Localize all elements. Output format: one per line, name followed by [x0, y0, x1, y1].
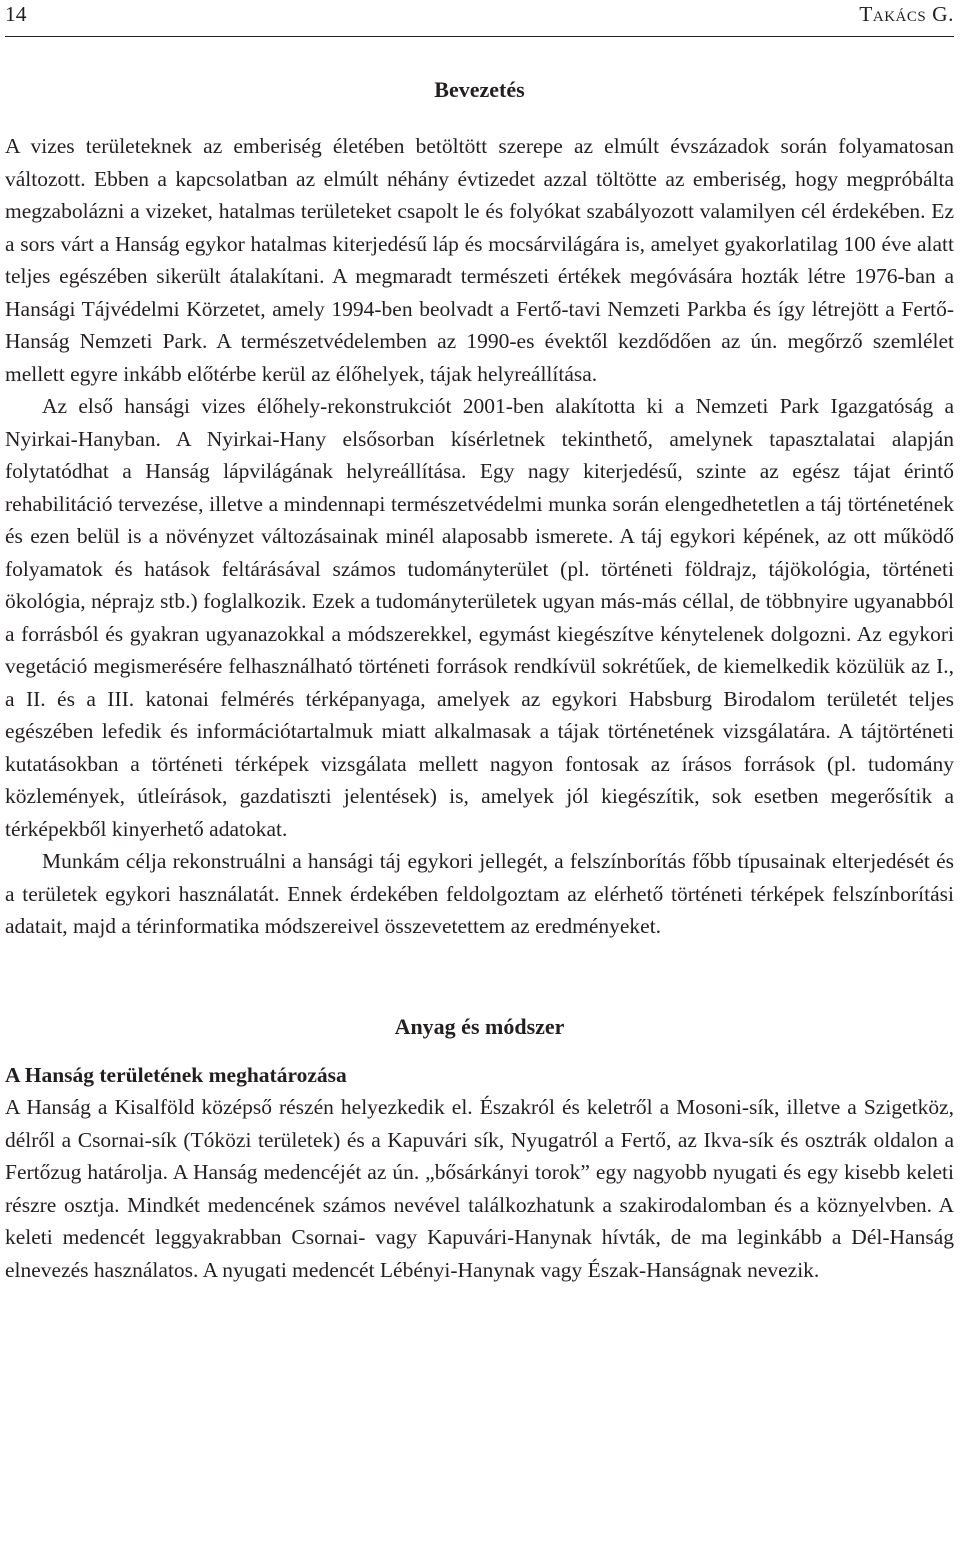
paragraph-intro-3: Munkám célja rekonstruálni a hansági táj egykori jellegét, a felszínborítás főbb típusainak elterjedését és a területek egykori használatát. Ennek érdekében feldolgoztam az elérhető történeti térképek felszínborítási adatait, majd a térinformatika módszereivel összevetettem az eredményeket. [5, 849, 954, 938]
running-author: Takács G. [859, 2, 954, 26]
section-title-introduction: Bevezetés [434, 77, 525, 102]
page-number: 14 [5, 2, 27, 26]
paragraph-intro-2: Az első hansági vizes élőhely-rekonstrukciót 2001-ben alakította ki a Nemzeti Park Igazgatóság a Nyirkai-Hanyban. A Nyirkai-Hany elsősorban kísérletnek tekinthető, amelynek tapasztalatai alapján folytatódhat a Hanság lápvilágának helyreállítása. Egy nagy kiterjedésű, szinte az egész tájat érintő rehabilitáció tervezése, illetve a mindennapi természetvédelmi munka során elengedhetetlen a táj történetének és ezen belül is a növényzet változásainak minél alaposabb ismerete. A táj egykori képének, az ott működő folyamatok és hatások feltárásával számos tudományterület (pl. történeti földrajz, tájökológia, történeti ökológia, néprajz stb.) foglalkozik. Ezek a tudományterületek ugyan más-más céllal, de többnyire ugyanabból a forrásból és gyakran ugyanazokkal a módszerekkel, egymást kiegészítve kénytelenek dolgozni. Az egykori vegetáció megismerésére felhasználható történeti források rendkívül sokrétűek, de kiemelkedik közülük az I., a II. és a III. katonai felmérés térképanyaga, amelyek az egykori Habsburg Birodalom területét teljes egészében lefedik és információtartalmuk miatt alkalmasak a tájak történetének vizsgálatára. A tájtörténeti kutatásokban a történeti térképek vizsgálata mellett nagyon fontosak az írásos források (pl. tudomány közlemények, útleírások, gazdatiszti jelentések) is, amelyek jól kiegészítik, sok esetben megerősítik a térképekből kinyerhető adatokat. [5, 394, 954, 841]
paragraph-intro-1: A vizes területeknek az emberiség életében betöltött szerepe az elmúlt évszázadok során folyamatosan változott. Ebben a kapcsolatban az elmúlt néhány évtizedet azzal töltötte az emberiség, hogy megpróbálta megzabolázni a vizeket, hatalmas területeket csapolt le és folyókat szabályozott valamilyen cél érdekében. Ez a sors várt a Hanság egykor hatalmas kiterjedésű láp és mocsárvilágára is, amelyet gyakorlatilag 100 éve alatt teljes egészében sikerült átalakítani. A megmaradt természeti értékek megóvására hozták létre 1976-ban a Hansági Tájvédelmi Körzetet, amely 1994-ben beolvadt a Fertő-tavi Nemzeti Parkba és így létrejött a Fertő-Hanság Nemzeti Park. A természetvédelemben az 1990-es évektől kezdődően az ún. megőrző szemlélet mellett egyre inkább előtérbe kerül az élőhelyek, tájak helyreállítása. [5, 134, 954, 386]
section-title-methods: Anyag és módszer [394, 1013, 565, 1039]
subsection-title-hansag-area: A Hanság területének meghatározása [5, 1062, 347, 1087]
paragraph-methods-1: A Hanság a Kisalföld középső részén helyezkedik el. Északról és keletről a Mosoni-sík, illetve a Szigetköz, délről a Csornai-sík (Tóközi területek) és a Kapuvári sík, Nyugatról a Fertő, az Ikva-sík és osztrák oldalon a Fertőzug határolja. A Hanság medencéjét az ún. „bősárkányi torok” egy nagyobb nyugati és egy kisebb keleti részre osztja. Mindkét medencének számos nevével találkozhatunk a szakirodalomban és a köznyelvben. A keleti medencét leggyakrabban Csornai- vagy Kapuvári-Hanynak hívták, de ma leginkább a Dél-Hanság elnevezés használatos. A nyugati medencét Lébényi-Hanynak vagy Észak-Hanságnak nevezik. [5, 1095, 954, 1282]
running-header [5, 0, 954, 37]
